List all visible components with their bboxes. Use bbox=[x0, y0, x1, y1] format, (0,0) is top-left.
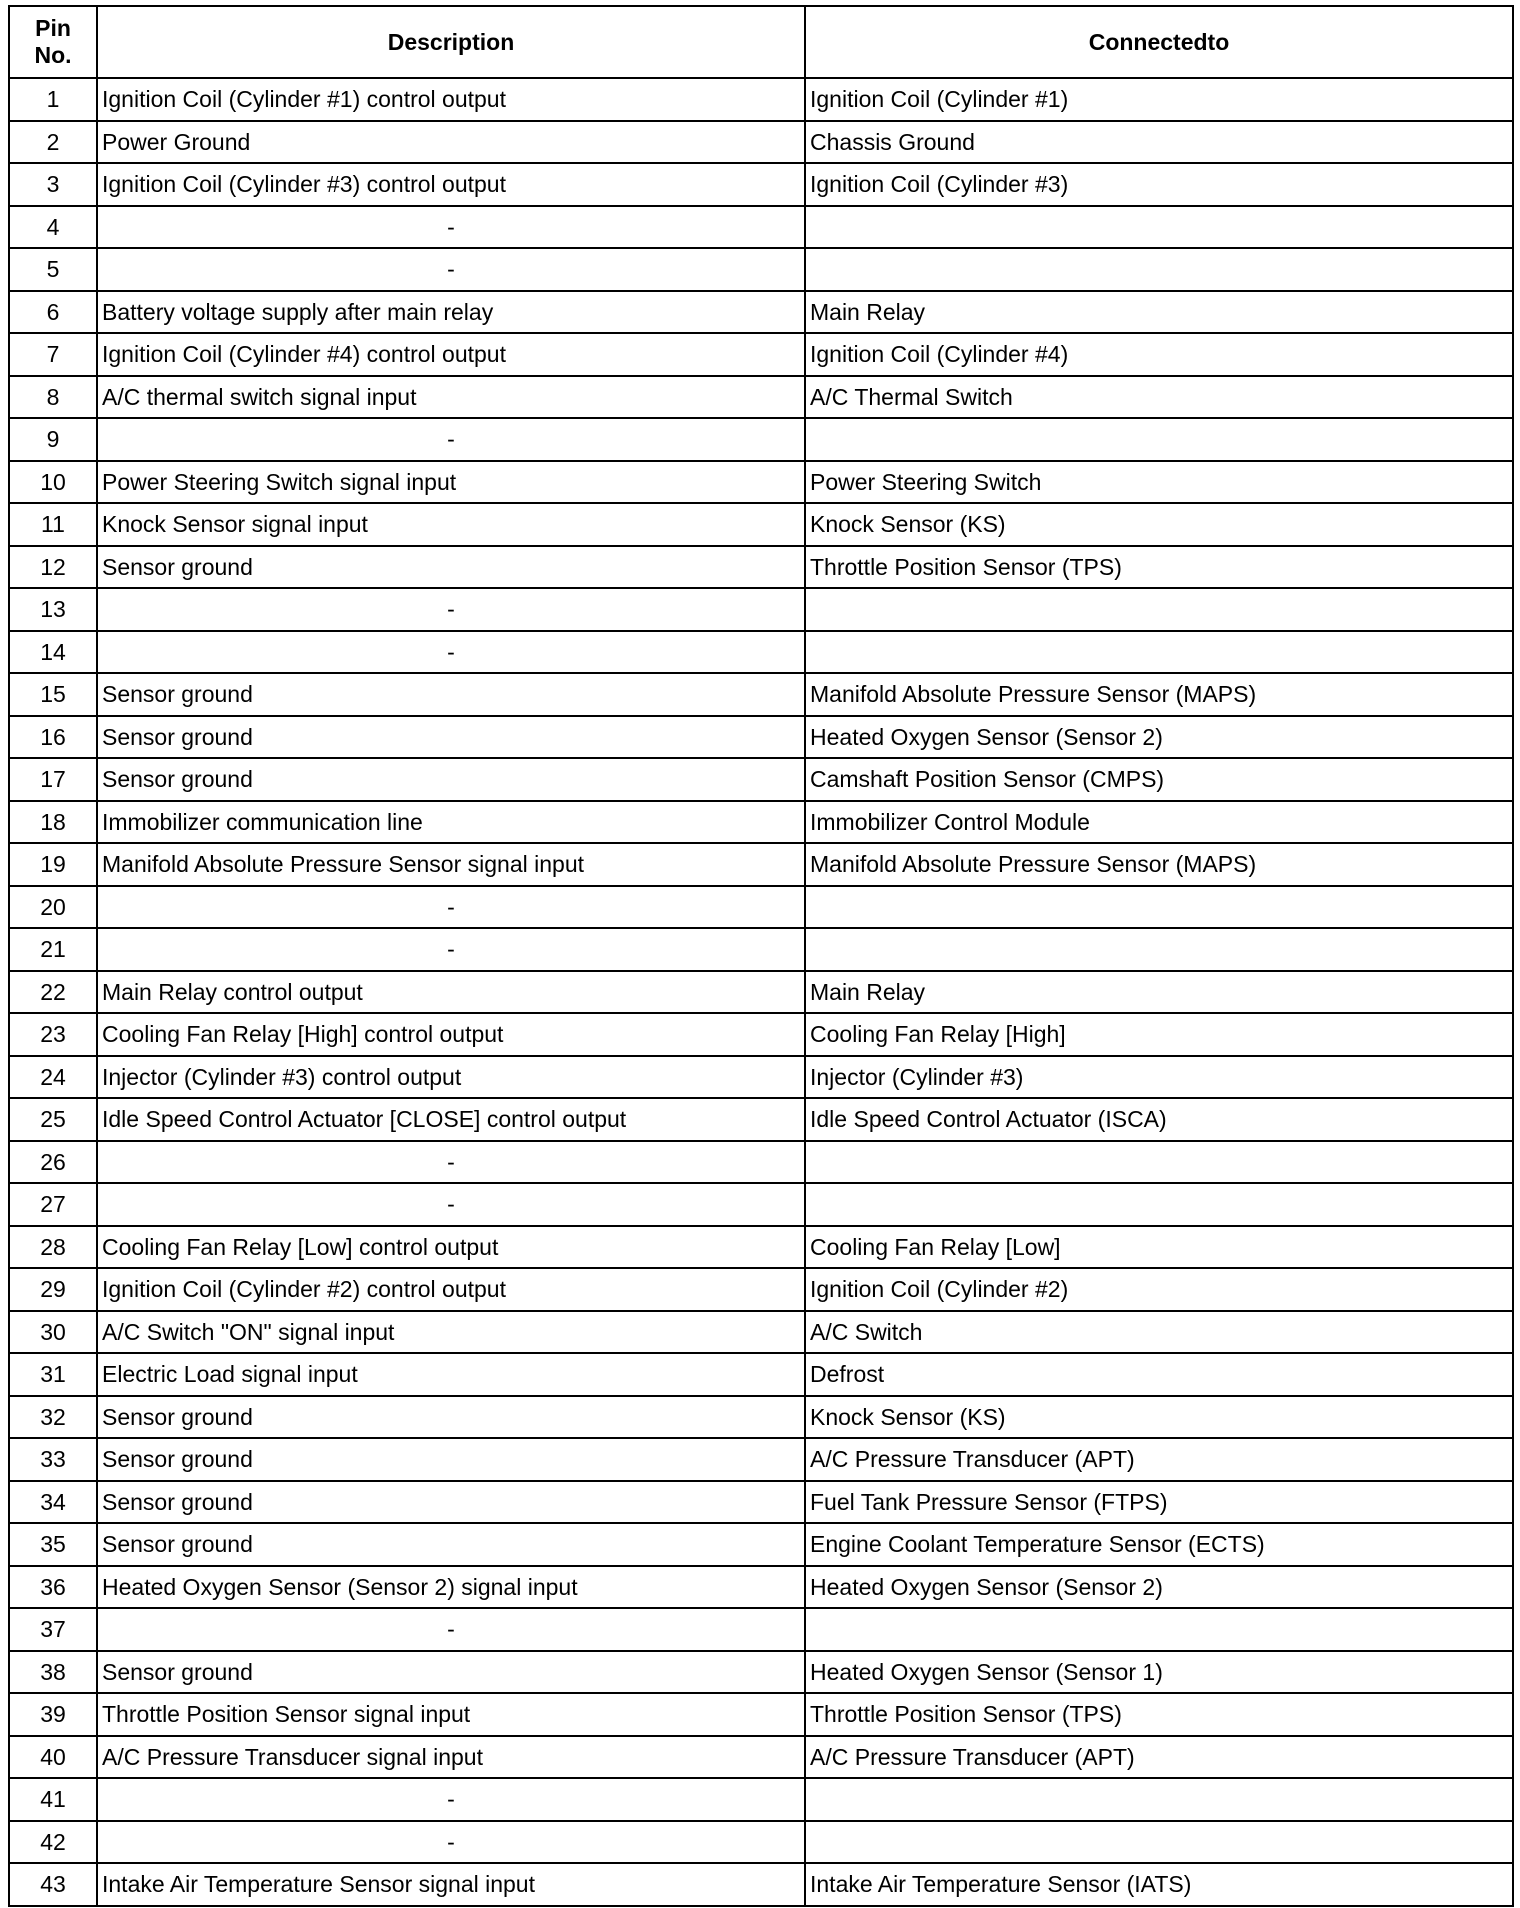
pin-connection-table bbox=[8, 5, 1514, 1907]
pin-number-cell: 18 bbox=[9, 801, 97, 844]
table-row bbox=[9, 546, 1513, 589]
description-cell: Ignition Coil (Cylinder #1) control output bbox=[97, 78, 805, 121]
description-cell: Intake Air Temperature Sensor signal input bbox=[97, 1863, 805, 1906]
pin-number-cell: 38 bbox=[9, 1651, 97, 1694]
description-cell: Heated Oxygen Sensor (Sensor 2) signal input bbox=[97, 1566, 805, 1609]
pin-number-cell: 30 bbox=[9, 1311, 97, 1354]
pin-number-cell: 42 bbox=[9, 1821, 97, 1864]
pin-number-cell: 10 bbox=[9, 461, 97, 504]
table-row bbox=[9, 206, 1513, 249]
pin-number-cell: 13 bbox=[9, 588, 97, 631]
pin-number-cell: 17 bbox=[9, 758, 97, 801]
connected-to-cell bbox=[805, 588, 1513, 631]
table-row bbox=[9, 1821, 1513, 1864]
pin-number-cell: 26 bbox=[9, 1141, 97, 1184]
table-row bbox=[9, 503, 1513, 546]
description-cell: - bbox=[97, 1608, 805, 1651]
pin-number-cell: 15 bbox=[9, 673, 97, 716]
table-row bbox=[9, 1098, 1513, 1141]
table-row bbox=[9, 886, 1513, 929]
description-cell: Immobilizer communication line bbox=[97, 801, 805, 844]
table-row bbox=[9, 461, 1513, 504]
description-cell: - bbox=[97, 1183, 805, 1226]
table-row bbox=[9, 928, 1513, 971]
table-row bbox=[9, 376, 1513, 419]
pin-number-cell: 36 bbox=[9, 1566, 97, 1609]
table-row bbox=[9, 1311, 1513, 1354]
connected-to-cell: A/C Pressure Transducer (APT) bbox=[805, 1438, 1513, 1481]
connected-to-cell bbox=[805, 1821, 1513, 1864]
description-cell: Sensor ground bbox=[97, 758, 805, 801]
pin-number-cell: 33 bbox=[9, 1438, 97, 1481]
table-row bbox=[9, 758, 1513, 801]
connected-to-cell bbox=[805, 1778, 1513, 1821]
pin-number-cell: 19 bbox=[9, 843, 97, 886]
pin-number-cell: 3 bbox=[9, 163, 97, 206]
table-row bbox=[9, 971, 1513, 1014]
description-cell: Sensor ground bbox=[97, 546, 805, 589]
connected-to-cell: Power Steering Switch bbox=[805, 461, 1513, 504]
pin-number-cell: 37 bbox=[9, 1608, 97, 1651]
header-connected-to: Connectedto bbox=[805, 6, 1513, 78]
connected-to-cell: Main Relay bbox=[805, 971, 1513, 1014]
table-row bbox=[9, 1141, 1513, 1184]
pin-number-cell: 5 bbox=[9, 248, 97, 291]
description-cell: Sensor ground bbox=[97, 1523, 805, 1566]
table-row bbox=[9, 1481, 1513, 1524]
pin-number-cell: 4 bbox=[9, 206, 97, 249]
pin-number-cell: 41 bbox=[9, 1778, 97, 1821]
pin-number-cell: 16 bbox=[9, 716, 97, 759]
connected-to-cell: A/C Thermal Switch bbox=[805, 376, 1513, 419]
description-cell: Injector (Cylinder #3) control output bbox=[97, 1056, 805, 1099]
pin-number-cell: 32 bbox=[9, 1396, 97, 1439]
description-cell: Idle Speed Control Actuator [CLOSE] control output bbox=[97, 1098, 805, 1141]
pin-number-cell: 11 bbox=[9, 503, 97, 546]
table-row bbox=[9, 1056, 1513, 1099]
description-cell: - bbox=[97, 418, 805, 461]
table-row bbox=[9, 631, 1513, 674]
pin-number-cell: 40 bbox=[9, 1736, 97, 1779]
table-row bbox=[9, 1778, 1513, 1821]
connected-to-cell: Idle Speed Control Actuator (ISCA) bbox=[805, 1098, 1513, 1141]
connected-to-cell: Cooling Fan Relay [High] bbox=[805, 1013, 1513, 1056]
connected-to-cell: Heated Oxygen Sensor (Sensor 1) bbox=[805, 1651, 1513, 1694]
pin-number-cell: 31 bbox=[9, 1353, 97, 1396]
connected-to-cell bbox=[805, 928, 1513, 971]
table-row bbox=[9, 418, 1513, 461]
connected-to-cell: Chassis Ground bbox=[805, 121, 1513, 164]
pin-number-cell: 39 bbox=[9, 1693, 97, 1736]
connected-to-cell: Fuel Tank Pressure Sensor (FTPS) bbox=[805, 1481, 1513, 1524]
pin-number-cell: 1 bbox=[9, 78, 97, 121]
connected-to-cell: Defrost bbox=[805, 1353, 1513, 1396]
table-row bbox=[9, 333, 1513, 376]
description-cell: A/C Pressure Transducer signal input bbox=[97, 1736, 805, 1779]
table-row bbox=[9, 1353, 1513, 1396]
pin-number-cell: 6 bbox=[9, 291, 97, 334]
connected-to-cell: Manifold Absolute Pressure Sensor (MAPS) bbox=[805, 843, 1513, 886]
description-cell: Cooling Fan Relay [Low] control output bbox=[97, 1226, 805, 1269]
table-row bbox=[9, 801, 1513, 844]
description-cell: Ignition Coil (Cylinder #4) control output bbox=[97, 333, 805, 376]
table-row bbox=[9, 1183, 1513, 1226]
description-cell: - bbox=[97, 588, 805, 631]
connected-to-cell: Ignition Coil (Cylinder #4) bbox=[805, 333, 1513, 376]
table-row bbox=[9, 78, 1513, 121]
description-cell: Electric Load signal input bbox=[97, 1353, 805, 1396]
pin-number-cell: 29 bbox=[9, 1268, 97, 1311]
table-row bbox=[9, 673, 1513, 716]
connected-to-cell: Ignition Coil (Cylinder #1) bbox=[805, 78, 1513, 121]
description-cell: Sensor ground bbox=[97, 1651, 805, 1694]
description-cell: - bbox=[97, 206, 805, 249]
table-row bbox=[9, 1566, 1513, 1609]
description-cell: Sensor ground bbox=[97, 1438, 805, 1481]
description-cell: Cooling Fan Relay [High] control output bbox=[97, 1013, 805, 1056]
table-row bbox=[9, 1693, 1513, 1736]
description-cell: Ignition Coil (Cylinder #3) control output bbox=[97, 163, 805, 206]
pin-number-cell: 27 bbox=[9, 1183, 97, 1226]
table-row bbox=[9, 1651, 1513, 1694]
description-cell: - bbox=[97, 631, 805, 674]
description-cell: - bbox=[97, 1141, 805, 1184]
pin-number-cell: 28 bbox=[9, 1226, 97, 1269]
table-row bbox=[9, 588, 1513, 631]
table-row bbox=[9, 1523, 1513, 1566]
pin-number-cell: 21 bbox=[9, 928, 97, 971]
table-row bbox=[9, 1608, 1513, 1651]
table-row bbox=[9, 716, 1513, 759]
connected-to-cell: Intake Air Temperature Sensor (IATS) bbox=[805, 1863, 1513, 1906]
description-cell: A/C Switch "ON" signal input bbox=[97, 1311, 805, 1354]
table-row bbox=[9, 1736, 1513, 1779]
connected-to-cell: Heated Oxygen Sensor (Sensor 2) bbox=[805, 1566, 1513, 1609]
table-row bbox=[9, 248, 1513, 291]
table-body bbox=[9, 78, 1513, 1906]
pin-number-cell: 34 bbox=[9, 1481, 97, 1524]
description-cell: - bbox=[97, 1778, 805, 1821]
description-cell: - bbox=[97, 928, 805, 971]
connected-to-cell: Throttle Position Sensor (TPS) bbox=[805, 546, 1513, 589]
description-cell: Power Steering Switch signal input bbox=[97, 461, 805, 504]
pin-number-cell: 25 bbox=[9, 1098, 97, 1141]
connected-to-cell: Main Relay bbox=[805, 291, 1513, 334]
description-cell: Throttle Position Sensor signal input bbox=[97, 1693, 805, 1736]
description-cell: A/C thermal switch signal input bbox=[97, 376, 805, 419]
table-row bbox=[9, 1268, 1513, 1311]
connected-to-cell: Knock Sensor (KS) bbox=[805, 503, 1513, 546]
connected-to-cell: Ignition Coil (Cylinder #3) bbox=[805, 163, 1513, 206]
table-row bbox=[9, 291, 1513, 334]
pin-number-cell: 14 bbox=[9, 631, 97, 674]
pin-number-cell: 2 bbox=[9, 121, 97, 164]
pin-number-cell: 7 bbox=[9, 333, 97, 376]
description-cell: Knock Sensor signal input bbox=[97, 503, 805, 546]
connected-to-cell: Throttle Position Sensor (TPS) bbox=[805, 1693, 1513, 1736]
connected-to-cell bbox=[805, 1183, 1513, 1226]
header-pin-line2: No. bbox=[34, 42, 72, 68]
table-header bbox=[9, 6, 1513, 78]
description-cell: - bbox=[97, 248, 805, 291]
pin-number-cell: 9 bbox=[9, 418, 97, 461]
connected-to-cell: Knock Sensor (KS) bbox=[805, 1396, 1513, 1439]
connected-to-cell: Immobilizer Control Module bbox=[805, 801, 1513, 844]
connected-to-cell: A/C Pressure Transducer (APT) bbox=[805, 1736, 1513, 1779]
description-cell: Manifold Absolute Pressure Sensor signal input bbox=[97, 843, 805, 886]
description-cell: Power Ground bbox=[97, 121, 805, 164]
description-cell: Sensor ground bbox=[97, 1481, 805, 1524]
table-row bbox=[9, 1438, 1513, 1481]
pin-number-cell: 20 bbox=[9, 886, 97, 929]
table-row bbox=[9, 1226, 1513, 1269]
description-cell: - bbox=[97, 886, 805, 929]
pin-number-cell: 23 bbox=[9, 1013, 97, 1056]
table-row bbox=[9, 163, 1513, 206]
pin-number-cell: 22 bbox=[9, 971, 97, 1014]
table-row bbox=[9, 1396, 1513, 1439]
connected-to-cell: Manifold Absolute Pressure Sensor (MAPS) bbox=[805, 673, 1513, 716]
connected-to-cell: Cooling Fan Relay [Low] bbox=[805, 1226, 1513, 1269]
pin-number-cell: 35 bbox=[9, 1523, 97, 1566]
pin-number-cell: 43 bbox=[9, 1863, 97, 1906]
connected-to-cell: Engine Coolant Temperature Sensor (ECTS) bbox=[805, 1523, 1513, 1566]
table-row bbox=[9, 843, 1513, 886]
connected-to-cell bbox=[805, 1608, 1513, 1651]
pin-number-cell: 24 bbox=[9, 1056, 97, 1099]
table-row bbox=[9, 1013, 1513, 1056]
header-description: Description bbox=[97, 6, 805, 78]
connected-to-cell: Ignition Coil (Cylinder #2) bbox=[805, 1268, 1513, 1311]
pin-number-cell: 8 bbox=[9, 376, 97, 419]
header-pin-line1: Pin bbox=[35, 15, 71, 41]
pin-number-cell: 12 bbox=[9, 546, 97, 589]
connected-to-cell: Heated Oxygen Sensor (Sensor 2) bbox=[805, 716, 1513, 759]
table-row bbox=[9, 1863, 1513, 1906]
connected-to-cell bbox=[805, 886, 1513, 929]
connected-to-cell: A/C Switch bbox=[805, 1311, 1513, 1354]
connected-to-cell bbox=[805, 418, 1513, 461]
connected-to-cell: Injector (Cylinder #3) bbox=[805, 1056, 1513, 1099]
description-cell: Sensor ground bbox=[97, 716, 805, 759]
table-row bbox=[9, 121, 1513, 164]
description-cell: Ignition Coil (Cylinder #2) control output bbox=[97, 1268, 805, 1311]
header-pin-no bbox=[9, 6, 97, 78]
header-row bbox=[9, 6, 1513, 78]
description-cell: Sensor ground bbox=[97, 673, 805, 716]
connected-to-cell: Camshaft Position Sensor (CMPS) bbox=[805, 758, 1513, 801]
description-cell: Sensor ground bbox=[97, 1396, 805, 1439]
connected-to-cell bbox=[805, 1141, 1513, 1184]
description-cell: - bbox=[97, 1821, 805, 1864]
description-cell: Battery voltage supply after main relay bbox=[97, 291, 805, 334]
connected-to-cell bbox=[805, 631, 1513, 674]
connected-to-cell bbox=[805, 206, 1513, 249]
description-cell: Main Relay control output bbox=[97, 971, 805, 1014]
connected-to-cell bbox=[805, 248, 1513, 291]
